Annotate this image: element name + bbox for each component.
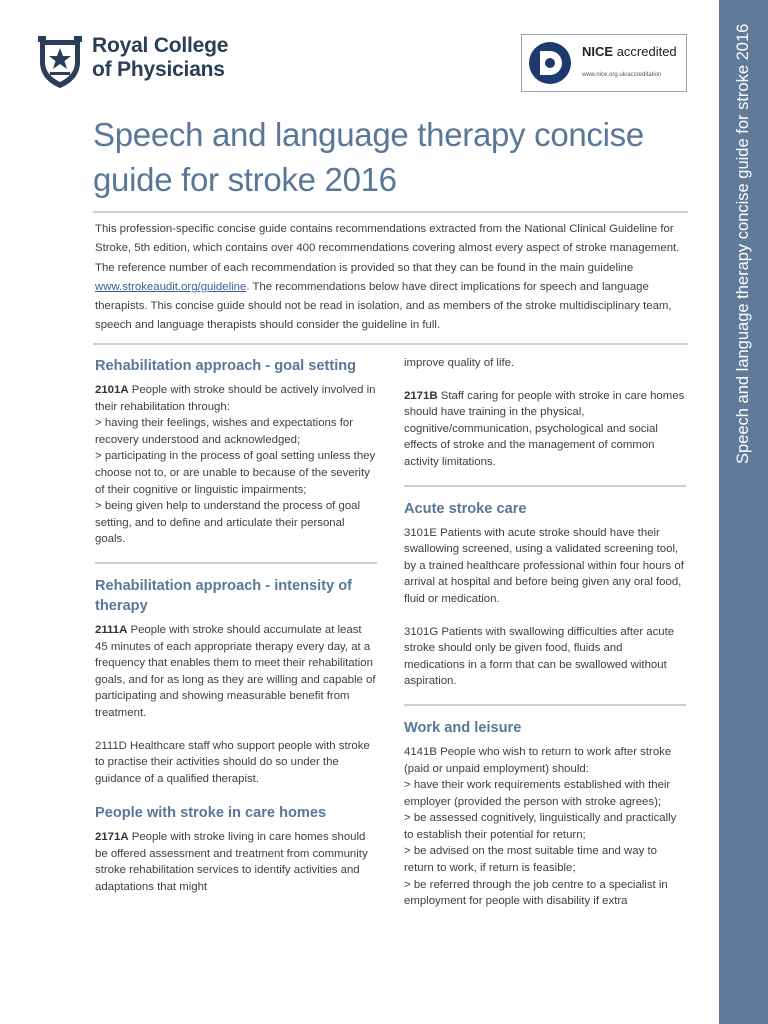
- rec-3101e: 3101E Patients with acute stroke should have their swallowing screened, using a validated screening tool, by a trained healthcare professional within four hours of arrival at hospital and before being given any oral food, fluid or medication.: [404, 526, 684, 605]
- nice-accredited-badge: [521, 34, 687, 92]
- intro-divider: [93, 343, 688, 345]
- nice-badge-bold: NICE: [582, 44, 614, 59]
- section-heading-work-leisure: Work and leisure: [404, 719, 522, 736]
- rec-text: People with stroke should be actively involved in their rehabilitation through:: [95, 384, 376, 413]
- org-name: [92, 34, 228, 82]
- bullet-item: > be referred through the job centre to a specialist in employment for people with disability if extra: [404, 878, 668, 908]
- bullet-item: > be advised on the most suitable time and way to return to work, if return is feasible;: [404, 845, 657, 875]
- org-name-line1: Royal College: [92, 34, 229, 57]
- title-divider: [93, 211, 688, 213]
- nice-badge-title: [582, 44, 677, 59]
- section-heading-goal-setting: Rehabilitation approach - goal setting: [95, 358, 357, 374]
- section-heading-care-homes: People with stroke in care homes: [95, 805, 327, 822]
- intro-text-2: . The recommendations below have direct implications for speech and language therapists. This concise guide should not be read in isolation, and as members of the stroke multidisciplinary team, speech and language therapists should consider the guideline in full.: [95, 280, 672, 332]
- side-band-title: Speech and language therapy concise guide for stroke 2016: [734, 23, 752, 464]
- section-divider: [95, 562, 377, 564]
- bullet-item: > be assessed cognitively, linguistically and practically to establish their potential for return;: [404, 812, 677, 841]
- rec-number: 2111A: [95, 623, 128, 636]
- section-heading-intensity: Rehabilitation approach - intensity of therapy: [95, 577, 353, 614]
- rec-number: 2101A: [95, 384, 129, 396]
- nice-logo-icon: [528, 41, 572, 85]
- right-column: [404, 355, 686, 910]
- rcp-logo: [36, 34, 228, 90]
- bullet-item: > have their work requirements established with their employer (provided the person with stroke agrees);: [404, 779, 671, 808]
- rec-3101g: 3101G Patients with swallowing difficulties after acute stroke should only be given food, fluids and medications in a form that can be swallowed without aspiration.: [404, 625, 675, 688]
- continued-text: improve quality of life.: [404, 357, 515, 369]
- rec-text: People with stroke should accumulate at least 45 minutes of each appropriate therapy every day, at a frequency that enables them to meet their rehabilitation goals, and for as long as they are willing and capable of participating and showing measurable benefit from treatment.: [95, 623, 376, 719]
- bullet-item: > having their feelings, wishes and expectations for recovery understood and acknowledged;: [95, 417, 354, 446]
- rec-number: 2171B: [404, 389, 438, 402]
- intro-text-1: This profession-specific concise guide contains recommendations extracted from the National Clinical Guideline for Stroke, 5th edition, which contains over 400 recommendations covering almost every aspect of stroke management. The reference number of each recommendation is provided so that they can be found in the main guideline: [95, 223, 680, 274]
- rec-text: Staff caring for people with stroke in care homes should have training in the physical, cognitive/communication, psychological and social effects of stroke and the management of common activity limitations.: [404, 389, 685, 468]
- intro-paragraph: [95, 220, 688, 336]
- left-column: [95, 356, 377, 896]
- nice-badge-text: accredited: [616, 44, 677, 59]
- rec-number: 2171A: [95, 831, 129, 844]
- section-divider: [404, 704, 686, 706]
- rec-4141b: 4141B People who wish to return to work after stroke (paid or unpaid employment) should:: [404, 745, 672, 775]
- guideline-link[interactable]: www.strokeaudit.org/guideline: [95, 280, 247, 293]
- section-divider: [404, 485, 686, 487]
- rec-2111a: [95, 622, 377, 722]
- nice-badge-url: www.nice.org.uk/accreditation: [582, 72, 662, 78]
- bullet-item: > participating in the process of goal setting unless they choose not to, or are unable to because of the severity of their cognitive or linguistic impairments;: [95, 450, 376, 496]
- rec-2111d: 2111D Healthcare staff who support people with stroke to practise their activities should do so under the guidance of a qualified therapist.: [95, 739, 370, 785]
- rcp-crest-icon: [36, 34, 84, 90]
- rec-2171b: [404, 388, 686, 471]
- page-title: Speech and language therapy concise guide for stroke 2016: [93, 116, 644, 198]
- rec-2101a: [95, 382, 377, 415]
- rec-2171a: [95, 829, 377, 895]
- section-heading-acute-stroke-care: Acute stroke care: [404, 500, 527, 517]
- org-name-line2: of Physicians: [92, 58, 225, 81]
- rec-text: People with stroke living in care homes should be offered assessment and treatment from community stroke rehabilitation services to identify activities and adaptations that might: [95, 831, 368, 894]
- bullet-item: > being given help to understand the process of goal setting, and to define and articulate their personal goals.: [95, 500, 361, 546]
